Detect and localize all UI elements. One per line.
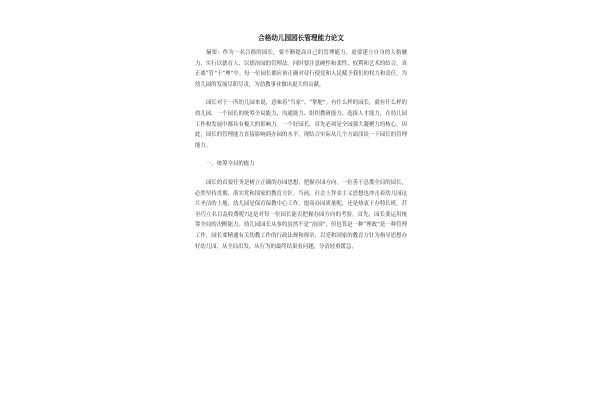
paragraph-gap <box>195 90 407 98</box>
paragraph-gap <box>195 151 407 159</box>
abstract-paragraph: 摘要：作为一名合格的园长，要不断提高自己的管理能力，更要建立自身的人格魅力，实行以德育人、以德治园的管理法。同时要注意硬性和柔性、权利和艺术的结合，真正离“管”于“理”中。每一位园长都应该正确对待行使党和人民赋予我们的权力和责任，为幼儿园的发展尽职尽责，为幼教事业做出更大的贡献。 <box>195 50 407 88</box>
document-body <box>195 34 407 252</box>
section-body-paragraph: 园长的首要任务是树立正确的办园思想，把握办园方向。一位善于总揽全局的园长，必然坚持贯彻、落实党和国家的教育方针。当前，社会上拜金主义思想也冲击着幼儿园这片圣洁的土地，幼儿园是保育保教中心工作，提高办园质量呢，还是热衷于办特长班，甚至巧立名目乱收费呢?这是对每一位园长能否把握办园方向的考验。首先，园长要运用统筹全局的决断能力。幼儿园园长从事的虽然不是“治国”，但也算是一种“理政”是一种管理工作，园长要精通有关幼教工作的行政法规和规章，以党和国家的教育方针为指导思想办好幼儿园，从全局出发，从行为的最终结果看问题，分清轻重缓急， <box>195 179 407 250</box>
document-title: 合格幼儿园园长管理能力论文 <box>258 34 344 42</box>
paragraph-gap <box>195 170 407 178</box>
section-heading: 一、统筹全局的能力 <box>206 161 255 168</box>
intro-paragraph: 园长对于一所幼儿园来说，意味着“当家”、“掌舵”。有什么样的园长，就有什么样的幼儿园。一个园长的统筹全局能力、沟通能力、组织教研能力、选拔人才能力，在幼儿园工作和发展中都具有极大的影响力。一个好园长，首先必须是全园强大凝聚力的核心。因此，园长的管理能力直接影响到办园的水平。现结合实际从几个方面浅谈一下园长的管理能力。 <box>195 100 407 149</box>
